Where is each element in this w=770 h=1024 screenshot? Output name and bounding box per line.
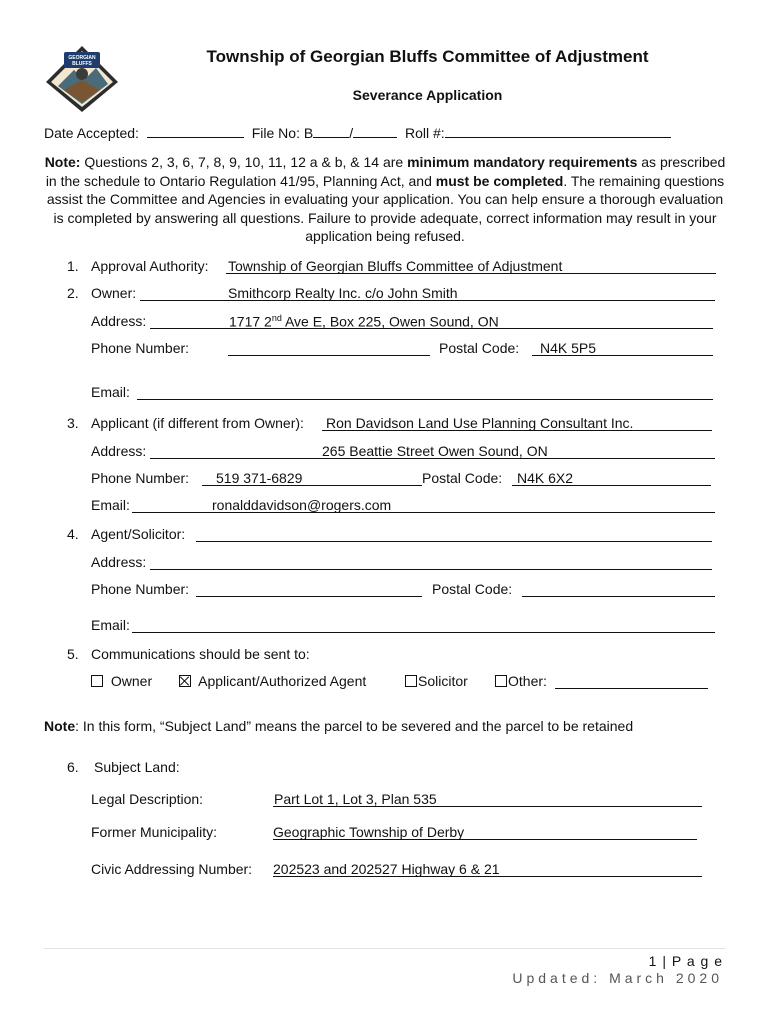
q6-legal-label: Legal Description:	[91, 791, 204, 807]
q2-postal-field[interactable]	[532, 355, 713, 356]
q6-legal-field[interactable]	[273, 806, 702, 807]
document-title: Township of Georgian Bluffs Committee of Adjustment	[206, 47, 649, 66]
note-paragraph	[44, 153, 726, 246]
note-text-3: . The remaining questions assist the Committee and Agencies in evaluating your application. You can help ensure a thorough evaluation is completed by answering all questions. Failure to provide adequate, correct information may result in your application being refused.	[46, 172, 725, 244]
q5-option-solicitor[interactable]	[405, 673, 468, 689]
q3-email-label: Email:	[91, 497, 130, 513]
q2-owner-field[interactable]	[140, 300, 715, 301]
solicitor-checkbox[interactable]	[405, 675, 417, 687]
applicant-checkbox-checked[interactable]	[179, 675, 191, 687]
q4-address-label: Address:	[91, 554, 147, 570]
q6-civic-label: Civic Addressing Number:	[91, 861, 253, 877]
q2-postal-value: N4K 5P5	[540, 340, 597, 356]
q6-civic-field[interactable]	[273, 876, 702, 877]
q3-phone-label: Phone Number:	[91, 470, 190, 486]
note-bold-2: must be completed	[435, 172, 564, 189]
note-text-2: as prescribed in the schedule to Ontario Regulation 41/95, Planning Act, and	[45, 154, 726, 189]
q5-other-field[interactable]	[555, 688, 708, 689]
q4-number: 4.	[67, 526, 79, 542]
q4-address-field[interactable]	[150, 569, 712, 570]
q2-phone-label: Phone Number:	[91, 340, 190, 356]
document-subtitle: Severance Application	[352, 87, 503, 103]
q5-option-other[interactable]	[495, 673, 547, 689]
q3-postal-value: N4K 6X2	[517, 470, 574, 486]
q2-owner-value: Smithcorp Realty Inc. c/o John Smith	[228, 285, 458, 301]
svg-text:GEORGIAN: GEORGIAN	[68, 55, 96, 61]
q5-label: Communications should be sent to:	[91, 646, 310, 662]
q6-former-label: Former Municipality:	[91, 824, 218, 840]
q6-number: 6.	[67, 759, 79, 775]
q4-postal-field[interactable]	[522, 596, 715, 597]
top-fields-row	[44, 122, 671, 141]
note-bold-1: minimum mandatory requirements	[407, 154, 638, 170]
q3-address-field[interactable]	[150, 458, 715, 459]
q6-legal-value: Part Lot 1, Lot 3, Plan 535	[274, 791, 437, 807]
other-option-label: Other:	[508, 673, 547, 689]
updated-date: Updated: March 2020	[512, 970, 723, 986]
solicitor-option-label: Solicitor	[418, 673, 468, 689]
q3-number: 3.	[67, 415, 79, 431]
q3-address-value: 265 Beattie Street Owen Sound, ON	[322, 443, 548, 459]
q1-value: Township of Georgian Bluffs Committee of Adjustment	[228, 258, 563, 274]
other-checkbox[interactable]	[495, 675, 507, 687]
q2-address-label: Address:	[91, 313, 147, 329]
date-accepted-field[interactable]	[147, 122, 244, 138]
q2-number: 2.	[67, 285, 79, 301]
subject-land-note	[44, 718, 633, 734]
q6-civic-value: 202523 and 202527 Highway 6 & 21	[273, 861, 500, 877]
q3-email-field[interactable]	[132, 512, 715, 513]
file-no-field-2[interactable]	[353, 122, 397, 138]
q3-label: Applicant (if different from Owner):	[91, 415, 304, 431]
q1-field[interactable]	[226, 273, 716, 274]
q2-owner-label: Owner:	[91, 285, 137, 301]
q3-postal-field[interactable]	[512, 485, 711, 486]
q2-phone-field[interactable]	[228, 355, 430, 356]
q4-phone-label: Phone Number:	[91, 581, 190, 597]
q5-option-owner[interactable]	[91, 673, 152, 689]
q3-postal-label: Postal Code:	[422, 470, 503, 486]
file-no-separator: /	[349, 125, 354, 141]
owner-checkbox[interactable]	[91, 675, 103, 687]
roll-no-label: Roll #:	[404, 125, 445, 141]
q2-postal-label: Postal Code:	[439, 340, 520, 356]
footer-divider	[44, 948, 726, 949]
q4-postal-label: Postal Code:	[432, 581, 513, 597]
file-no-label: File No: B	[251, 125, 314, 141]
file-no-field-1[interactable]	[313, 122, 349, 138]
q1-label: Approval Authority:	[91, 258, 209, 274]
date-accepted-label: Date Accepted:	[44, 125, 139, 141]
q4-email-field[interactable]	[132, 632, 715, 633]
page-number: 1 | P a g e	[648, 953, 723, 969]
q4-label: Agent/Solicitor:	[91, 526, 186, 542]
q5-number: 5.	[67, 646, 79, 662]
q2-email-label: Email:	[91, 384, 130, 400]
q6-former-field[interactable]	[273, 839, 697, 840]
q3-value: Ron Davidson Land Use Planning Consultant Inc.	[326, 415, 634, 431]
note2-text: : In this form, “Subject Land” means the parcel to be severed and the parcel to be retained	[75, 718, 634, 734]
applicant-option-label: Applicant/Authorized Agent	[198, 673, 367, 689]
q3-address-label: Address:	[91, 443, 147, 459]
q2-email-field[interactable]	[137, 399, 713, 400]
q4-phone-field[interactable]	[196, 596, 422, 597]
q3-field[interactable]	[322, 430, 712, 431]
q3-phone-value: 519 371-6829	[216, 470, 303, 486]
q6-label: Subject Land:	[94, 759, 180, 775]
q3-phone-field[interactable]	[202, 485, 422, 486]
q2-address-value: 1717 2nd Ave E, Box 225, Owen Sound, ON	[229, 313, 499, 330]
q2-address-field[interactable]	[150, 328, 713, 329]
note-lead: Note:	[44, 154, 81, 170]
q6-former-value: Geographic Township of Derby	[273, 824, 465, 840]
q5-option-applicant[interactable]	[179, 673, 366, 689]
note2-lead: Note	[44, 718, 76, 734]
roll-no-field[interactable]	[445, 122, 671, 138]
q1-number: 1.	[67, 258, 79, 274]
owner-option-label: Owner	[110, 673, 153, 689]
q3-email-value: ronalddavidson@rogers.com	[212, 497, 392, 513]
note-text-1: Questions 2, 3, 6, 7, 8, 9, 10, 11, 12 a & b, & 14 are	[80, 154, 408, 170]
q4-email-label: Email:	[91, 617, 130, 633]
svg-text:BLUFFS: BLUFFS	[72, 61, 92, 67]
q4-field[interactable]	[196, 541, 712, 542]
